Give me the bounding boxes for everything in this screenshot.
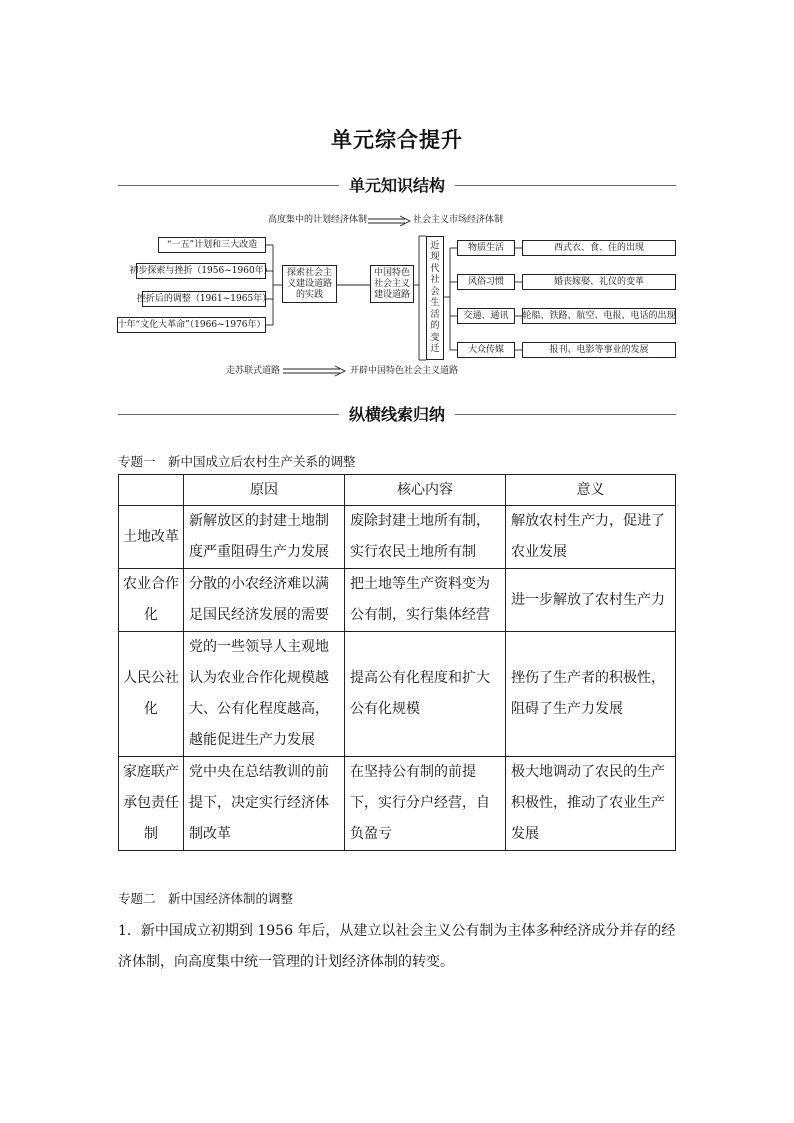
page-title: 单元综合提升 xyxy=(331,127,463,152)
diagram-top-left-label: 高度集中的计划经济体制 xyxy=(268,215,368,225)
section-heading-structure xyxy=(118,175,676,195)
reason-cell: 分散的小农经济难以满足国民经济发展的需要 xyxy=(184,569,345,632)
diagram-category-box: 交通、通讯 xyxy=(457,308,515,324)
diagram-category-box: 风俗习惯 xyxy=(457,274,515,290)
diagram-bottom-left-label: 走苏联式道路 xyxy=(226,366,281,376)
table-header: 核心内容 xyxy=(345,475,506,506)
table-header: 原因 xyxy=(184,475,345,506)
paragraph: 1．新中国成立初期到 1956 年后，从建立以社会主义公有制为主体多种经济成分并存的经济体制，向高度集中统一管理的计划经济体制的转变。 xyxy=(118,923,676,970)
table-row xyxy=(119,569,676,632)
diagram-china-box: 中国特色社会主义建设道路 xyxy=(370,265,414,303)
content-cell: 废除封建土地所有制，实行农民土地所有制 xyxy=(345,506,506,569)
content-cell: 把土地等生产资料变为公有制，实行集体经营 xyxy=(345,569,506,632)
diagram-detail-box: 轮船、铁路、航空、电报、电话的出现 xyxy=(522,308,676,324)
row-heading: 农业合作化 xyxy=(119,569,184,632)
row-heading: 人民公社化 xyxy=(119,632,184,757)
row-heading: 家庭联产承包责任制 xyxy=(119,757,184,851)
topic-two-title: 专题二 新中国经济体制的调整 xyxy=(118,891,294,906)
meaning-cell: 解放农村生产力，促进了农业发展 xyxy=(506,506,676,569)
table-header-row xyxy=(119,475,676,506)
content-cell: 在坚持公有制的前提下，实行分户经营，自负盈亏 xyxy=(345,757,506,851)
diagram-left-box: 十年“文化大革命”（1966~1976年） xyxy=(117,317,266,333)
topic-one-title: 专题一 新中国成立后农村生产关系的调整 xyxy=(118,454,356,469)
diagram-explore-box: 探索社会主义建设道路的实践 xyxy=(282,265,337,303)
table-corner-cell xyxy=(119,475,184,506)
diagram-left-box: 挫折后的调整（1961~1965年） xyxy=(142,291,266,307)
meaning-cell: 进一步解放了农村生产力 xyxy=(506,569,676,632)
diagram-detail-box: 报刊、电影等事业的发展 xyxy=(522,342,676,358)
diagram-top-right-label: 社会主义市场经济体制 xyxy=(413,215,504,225)
diagram-bottom-right-label: 开辟中国特色社会主义道路 xyxy=(350,366,459,376)
diagram-detail-box: 西式衣、食、住的出现 xyxy=(522,240,676,256)
diagram-category-box: 大众传媒 xyxy=(457,342,515,358)
diagram-left-box: “一五”计划和三大改造 xyxy=(158,237,266,253)
reason-cell: 新解放区的封建土地制度严重阻碍生产力发展 xyxy=(184,506,345,569)
reason-cell: 党的一些领导人主观地认为农业合作化规模越大、公有化程度越高，越能促进生产力发展 xyxy=(184,632,345,757)
row-heading: 土地改革 xyxy=(119,506,184,569)
diagram-vertical-box: 近现代社会生活的变迁 xyxy=(426,236,444,360)
section-title: 纵横线索归纳 xyxy=(339,402,455,425)
table-header: 意义 xyxy=(506,475,676,506)
diagram-detail-box: 婚丧嫁娶、礼仪的变革 xyxy=(522,274,676,290)
diagram-left-box: 初步探索与挫折（1956~1960年） xyxy=(136,263,266,279)
meaning-cell: 挫伤了生产者的积极性，阻碍了生产力发展 xyxy=(506,632,676,757)
reason-cell: 党中央在总结教训的前提下，决定实行经济体制改革 xyxy=(184,757,345,851)
table-row xyxy=(119,506,676,569)
section-title: 单元知识结构 xyxy=(339,173,455,196)
rural-relations-table xyxy=(118,474,676,851)
table-row xyxy=(119,632,676,757)
diagram-category-box: 物质生活 xyxy=(457,240,515,256)
table-row xyxy=(119,757,676,851)
section-heading-clues xyxy=(118,404,676,424)
content-cell: 提高公有化程度和扩大公有化规模 xyxy=(345,632,506,757)
meaning-cell: 极大地调动了农民的生产积极性，推动了农业生产发展 xyxy=(506,757,676,851)
